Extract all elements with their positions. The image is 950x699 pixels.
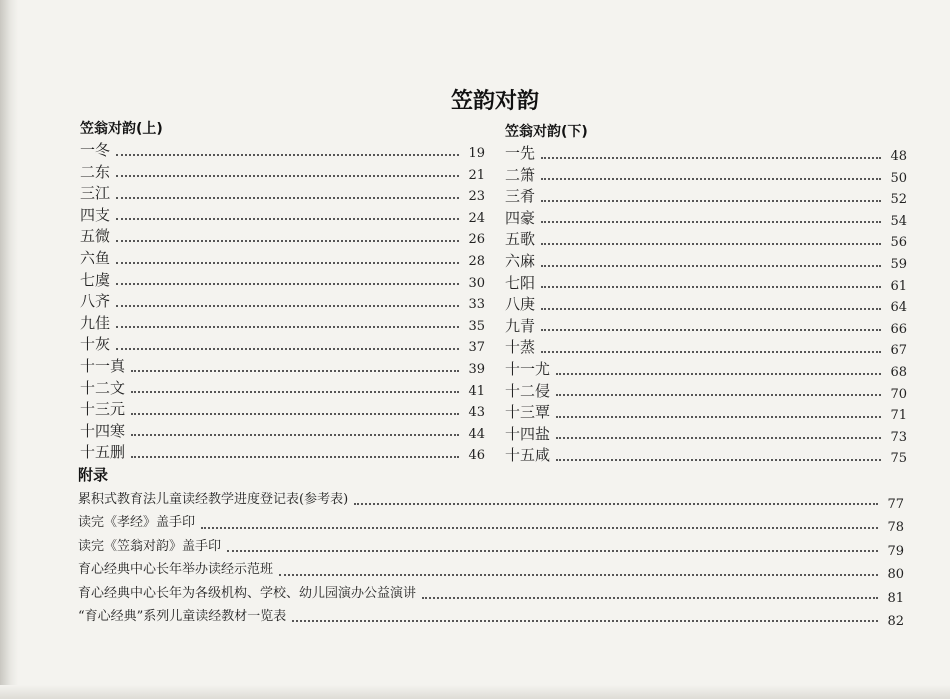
toc-entry[interactable]: [80, 421, 485, 443]
toc-entry-page-number: 23: [468, 189, 485, 205]
toc-entry-label: 二东: [80, 162, 111, 181]
section-heading-lower: 笠翁对韵(下): [505, 124, 588, 140]
toc-entry[interactable]: [505, 273, 907, 295]
toc-entry-label: 十四寒: [80, 421, 126, 440]
toc-entry-page-number: 79: [887, 543, 904, 559]
toc-entry[interactable]: [80, 140, 485, 162]
toc-entry-label: “育心经典”系列儿童读经教材一览表: [78, 608, 287, 624]
toc-entry[interactable]: [80, 205, 485, 227]
toc-entry[interactable]: [80, 399, 485, 421]
toc-entry[interactable]: [505, 208, 907, 230]
toc-entry-label: 育心经典中心长年为各级机构、学校、幼儿园演办公益演讲: [78, 585, 417, 601]
toc-entry-label: 累积式教育法儿童读经教学进度登记表(参考表): [78, 491, 349, 507]
toc-entry-label: 一冬: [80, 141, 111, 159]
toc-entry[interactable]: [78, 605, 904, 628]
toc-entry-page-number: 66: [890, 321, 907, 337]
toc-list-upper: [80, 140, 485, 464]
toc-entry-label: 四支: [80, 205, 111, 224]
toc-entry-page-number: 48: [890, 149, 907, 164]
toc-entry-label: 九青: [505, 316, 536, 335]
toc-entry-label: 四豪: [505, 208, 536, 227]
toc-entry-label: 十五删: [80, 443, 126, 462]
appendix-heading: 附录: [78, 466, 109, 484]
toc-entry-page-number: 37: [468, 340, 485, 356]
dot-leader: [556, 416, 881, 418]
toc-entry-page-number: 50: [890, 170, 907, 186]
section-heading-upper: 笠翁对韵(上): [80, 121, 163, 137]
toc-entry-label: 五微: [80, 227, 111, 246]
toc-entry-page-number: 59: [890, 256, 907, 272]
dot-leader: [116, 197, 459, 199]
dot-leader: [131, 370, 459, 372]
toc-entry[interactable]: [505, 316, 907, 338]
toc-entry[interactable]: [505, 186, 907, 208]
toc-entry-label: 七虞: [80, 270, 111, 289]
dot-leader: [227, 550, 878, 552]
toc-entry-page-number: 43: [468, 405, 485, 421]
toc-entry-label: 八齐: [80, 292, 111, 311]
dot-leader: [116, 305, 459, 307]
dot-leader: [556, 394, 881, 396]
toc-entry-label: 五歌: [505, 230, 536, 249]
dot-leader: [541, 351, 881, 353]
toc-entry-page-number: 61: [890, 278, 907, 294]
toc-entry-label: 十蒸: [505, 338, 536, 357]
toc-entry-page-number: 71: [890, 408, 907, 424]
page-bottom-shadow: [0, 685, 950, 699]
dot-leader: [131, 456, 459, 458]
toc-entry-page-number: 70: [890, 386, 907, 402]
toc-entry[interactable]: [78, 511, 904, 534]
dot-leader: [541, 221, 881, 223]
dot-leader: [116, 240, 459, 242]
toc-entry[interactable]: [78, 488, 904, 511]
toc-entry-label: 十一尤: [505, 359, 551, 378]
toc-entry-page-number: 41: [468, 383, 485, 399]
dot-leader: [541, 265, 881, 267]
toc-entry[interactable]: [80, 334, 485, 356]
toc-entry-label: 六麻: [505, 251, 536, 270]
toc-column-upper: [80, 118, 485, 464]
toc-entry-label: 读完《孝经》盖手印: [78, 515, 196, 531]
toc-entry-page-number: 21: [468, 167, 485, 183]
toc-entry[interactable]: [80, 226, 485, 248]
toc-entry-page-number: 68: [890, 364, 907, 380]
toc-entry[interactable]: [80, 442, 485, 464]
toc-entry[interactable]: [80, 313, 485, 335]
dot-leader: [131, 413, 459, 415]
toc-entry-page-number: 54: [890, 213, 907, 229]
toc-list-lower: [505, 143, 907, 467]
toc-entry-label: 十二侵: [505, 381, 551, 400]
toc-entry-page-number: 19: [468, 146, 485, 161]
dot-leader: [201, 527, 878, 529]
toc-entry[interactable]: [80, 356, 485, 378]
appendix-list: [78, 488, 904, 628]
toc-entry-label: 八庚: [505, 295, 536, 314]
toc-entry[interactable]: [505, 337, 907, 359]
dot-leader: [541, 200, 881, 202]
toc-entry[interactable]: [505, 381, 907, 403]
toc-entry-page-number: 82: [887, 613, 904, 629]
toc-entry[interactable]: [505, 251, 907, 273]
toc-entry-page-number: 26: [468, 232, 485, 248]
dot-leader: [422, 597, 878, 599]
toc-entry-page-number: 73: [890, 429, 907, 445]
dot-leader: [116, 218, 459, 220]
toc-entry[interactable]: [80, 378, 485, 400]
toc-entry[interactable]: [505, 294, 907, 316]
toc-entry-page-number: 64: [890, 300, 907, 316]
dot-leader: [116, 348, 459, 350]
toc-entry[interactable]: [80, 270, 485, 292]
dot-leader: [116, 326, 459, 328]
toc-entry[interactable]: [80, 162, 485, 184]
dot-leader: [116, 154, 459, 156]
dot-leader: [556, 437, 881, 439]
toc-entry-label: 十三覃: [505, 403, 551, 422]
toc-entry[interactable]: [505, 143, 907, 165]
dot-leader: [116, 283, 459, 285]
toc-entry-page-number: 77: [887, 496, 904, 512]
dot-leader: [131, 434, 459, 436]
toc-entry-page-number: 39: [468, 361, 485, 377]
dot-leader: [292, 620, 878, 622]
toc-entry-label: 十灰: [80, 335, 111, 354]
dot-leader: [541, 286, 881, 288]
dot-leader: [116, 175, 459, 177]
toc-entry-label: 育心经典中心长年举办读经示范班: [78, 562, 274, 578]
dot-leader: [541, 243, 881, 245]
toc-entry-page-number: 81: [887, 590, 904, 606]
toc-entry[interactable]: [505, 359, 907, 381]
toc-entry-page-number: 33: [468, 297, 485, 313]
dot-leader: [131, 391, 459, 393]
toc-entry-label: 十五咸: [505, 446, 551, 465]
toc-entry-page-number: 67: [890, 343, 907, 359]
toc-entry[interactable]: [78, 582, 904, 605]
dot-leader: [556, 373, 881, 375]
toc-entry-page-number: 46: [468, 448, 485, 464]
dot-leader: [541, 178, 881, 180]
dot-leader: [541, 157, 881, 159]
toc-entry[interactable]: [505, 165, 907, 187]
toc-entry-page-number: 30: [468, 275, 485, 291]
toc-entry[interactable]: [78, 558, 904, 581]
toc-entry-label: 读完《笠翁对韵》盖手印: [78, 538, 222, 554]
dot-leader: [354, 503, 878, 505]
toc-entry-page-number: 24: [468, 210, 485, 226]
toc-entry[interactable]: [80, 291, 485, 313]
toc-entry-page-number: 75: [890, 451, 907, 467]
dot-leader: [541, 308, 881, 310]
toc-column-lower: [505, 121, 907, 467]
toc-entry[interactable]: [505, 424, 907, 446]
toc-entry-label: 十四盐: [505, 424, 551, 443]
toc-entry[interactable]: [80, 248, 485, 270]
page-title: 笠韵对韵: [450, 89, 539, 114]
toc-entry-page-number: 35: [468, 318, 485, 334]
dot-leader: [541, 329, 881, 331]
toc-entry-page-number: 78: [887, 520, 904, 536]
toc-entry-label: 六鱼: [80, 248, 111, 267]
toc-entry-label: 九佳: [80, 313, 111, 332]
toc-entry-label: 一先: [505, 144, 536, 162]
toc-entry-page-number: 28: [468, 253, 485, 269]
toc-entry-label: 三江: [80, 184, 111, 203]
toc-entry[interactable]: [80, 183, 485, 205]
toc-entry-page-number: 44: [468, 426, 485, 442]
toc-entry-label: 十三元: [80, 400, 126, 419]
toc-entry[interactable]: [505, 402, 907, 424]
dot-leader: [116, 262, 459, 264]
toc-entry[interactable]: [505, 229, 907, 251]
toc-entry-page-number: 56: [890, 235, 907, 251]
toc-entry-label: 二箫: [505, 165, 536, 184]
toc-entry-page-number: 52: [890, 192, 907, 208]
toc-entry-label: 七阳: [505, 273, 536, 292]
dot-leader: [556, 459, 881, 461]
toc-entry[interactable]: [78, 535, 904, 558]
toc-entry-page-number: 80: [887, 567, 904, 583]
dot-leader: [279, 574, 878, 576]
toc-entry-label: 十二文: [80, 378, 126, 397]
toc-entry-label: 三肴: [505, 187, 536, 206]
appendix-section: [78, 462, 904, 628]
toc-entry-label: 十一真: [80, 356, 126, 375]
